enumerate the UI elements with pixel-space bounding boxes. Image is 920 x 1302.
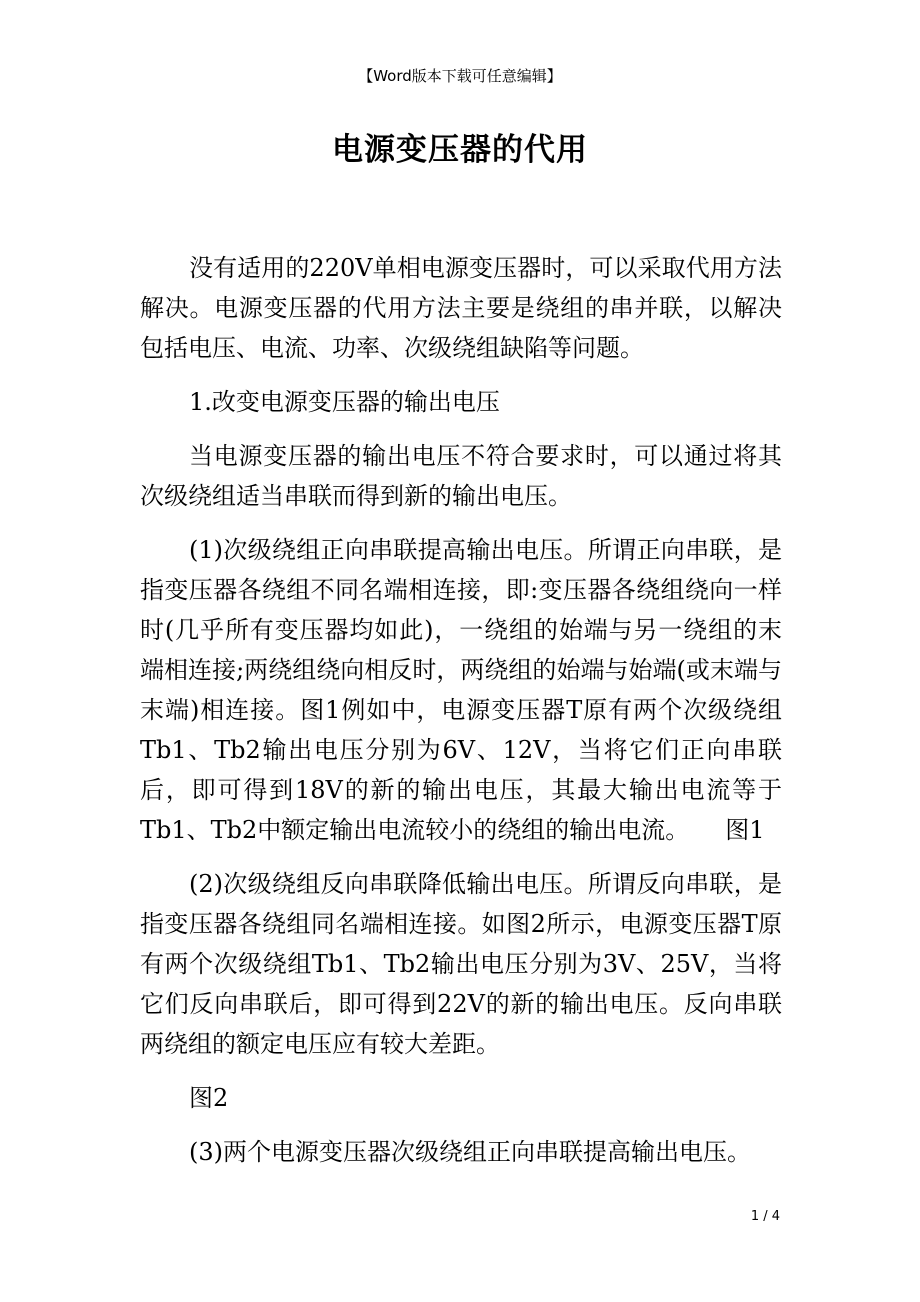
figure-2-label: 图2 bbox=[189, 1084, 229, 1112]
paragraph-forward-series: (1)次级绕组正向串联提高输出电压。所谓正向串联，是指变压器各绕组不同名端相连接，即:变压器各绕组绕向一样时(几乎所有变压器均如此)，一绕组的始端与另一绕组的末端相连接;两绕组绕向相反时，两绕组的始端与始端(或末端与末端)相连接。图1例如中，电源变压器T原有两个次级绕组Tb1、Tb2输出电压分别为6V、12V，当将它们正向串联后，即可得到18V的新的输出电压，其最大输出电流等于Tb1、Tb2中额定输出电流较小的绕组的输出电流。 图1 bbox=[140, 536, 782, 844]
paragraph-two-transformers: (3)两个电源变压器次级绕组正向串联提高输出电压。 bbox=[189, 1138, 751, 1166]
paragraph-intro: 没有适用的220V单相电源变压器时，可以采取代用方法解决。电源变压器的代用方法主要是绕组的串并联，以解决包括电压、电流、功率、次级绕组缺陷等问题。 bbox=[140, 254, 782, 362]
page-header: 【Word版本下载可任意编辑】 bbox=[358, 67, 562, 85]
document-body bbox=[140, 248, 782, 1186]
section-heading-change-output-voltage: 1.改变电源变压器的输出电压 bbox=[189, 388, 500, 416]
page-number: 1 / 4 bbox=[750, 1209, 780, 1224]
paragraph-series-connection: 当电源变压器的输出电压不符合要求时，可以通过将其次级绕组适当串联而得到新的输出电压。 bbox=[140, 442, 782, 510]
document-title: 电源变压器的代用 bbox=[332, 132, 588, 168]
paragraph-reverse-series: (2)次级绕组反向串联降低输出电压。所谓反向串联，是指变压器各绕组同名端相连接。如图2所示，电源变压器T原有两个次级绕组Tb1、Tb2输出电压分别为3V、25V，当将它们反向串联后，即可得到22V的新的输出电压。反向串联两绕组的额定电压应有较大差距。 bbox=[140, 870, 782, 1058]
